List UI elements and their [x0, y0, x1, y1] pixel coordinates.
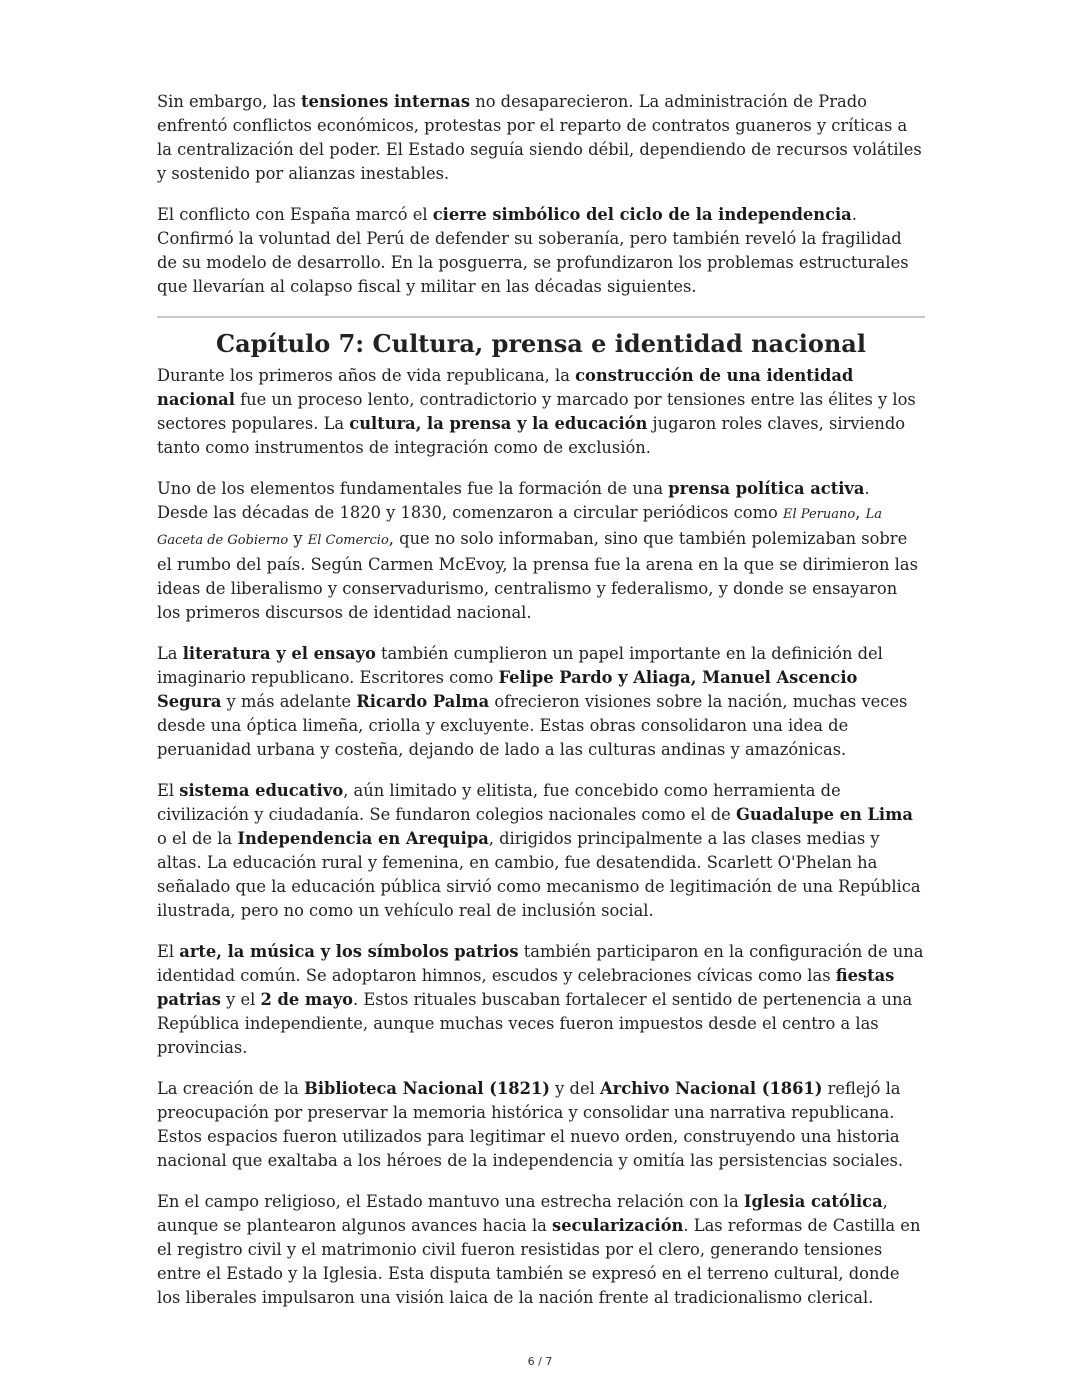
- section-chapter-7: [157, 364, 925, 1310]
- text: Uno de los elementos fundamentales fue la formación de una: [157, 479, 669, 498]
- text: reflejó la preocupación por preservar la memoria histórica y consolidar una narrativa republicana. Estos espacios fueron utilizados para legitimar el nuevo orden, construyendo una historia nacional que exaltaba a los héroes de la independencia y omitía las persistencias sociales.: [157, 1079, 904, 1170]
- bold-text: cierre simbólico del ciclo de la independencia: [432, 205, 852, 224]
- paragraph: [157, 364, 925, 460]
- text: y del: [549, 1079, 600, 1098]
- text: ,: [855, 503, 866, 522]
- document-page: [157, 90, 925, 1327]
- italic-title: La Gaceta de Gobierno: [157, 507, 882, 548]
- section-previous-chapter: [157, 90, 925, 299]
- text: El: [157, 781, 180, 800]
- bold-text: Independencia en Arequipa: [237, 829, 489, 848]
- bold-text: secularización: [552, 1216, 684, 1235]
- paragraph: [157, 1077, 925, 1173]
- bold-text: fiestas patrias: [157, 966, 895, 1009]
- bold-text: prensa política activa: [668, 479, 865, 498]
- paragraph: [157, 642, 925, 762]
- paragraph: [157, 203, 925, 299]
- text: , dirigidos principalmente a las clases medias y altas. La educación rural y femenina, en cambio, fue desatendida. Scarlett O'Phelan ha señalado que la educación pública sirvió como mecanismo de legitimación de una República ilustrada, pero no como un vehículo real de inclusión social.: [157, 829, 921, 920]
- bold-text: arte, la música y los símbolos patrios: [179, 942, 519, 961]
- text: . Desde las décadas de 1820 y 1830, comenzaron a circular periódicos como: [157, 479, 870, 522]
- text: y: [288, 529, 308, 548]
- bold-text: Iglesia católica: [743, 1192, 883, 1211]
- italic-title: El Comercio: [307, 533, 389, 548]
- text: también participaron en la configuración de una identidad común. Se adoptaron himnos, escudos y celebraciones cívicas como las: [157, 942, 924, 985]
- text: El conflicto con España marcó el: [157, 205, 433, 224]
- text: , que no solo informaban, sino que también polemizaban sobre el rumbo del país. Según Carmen McEvoy, la prensa fue la arena en la que se dirimieron las ideas de liberalismo y conservadurismo, centralismo y federalismo, y donde se ensayaron los primeros discursos de identidad nacional.: [157, 529, 918, 622]
- text: La creación de la: [157, 1079, 305, 1098]
- text: , aún limitado y elitista, fue concebido como herramienta de civilización y ciudadanía. Se fundaron colegios nacionales como el de: [157, 781, 841, 824]
- bold-text: Ricardo Palma: [356, 692, 490, 711]
- text: o el de la: [157, 829, 238, 848]
- bold-text: literatura y el ensayo: [182, 644, 376, 663]
- paragraph: [157, 940, 925, 1060]
- bold-text: Felipe Pardo y Aliaga, Manuel Ascencio Segura: [157, 668, 858, 711]
- text: . Confirmó la voluntad del Perú de defender su soberanía, pero también reveló la fragilidad de su modelo de desarrollo. En la posguerra, se profundizaron los problemas estructurales que llevarían al colapso fiscal y militar en las décadas siguientes.: [157, 205, 909, 296]
- text: ofrecieron visiones sobre la nación, muchas veces desde una óptica limeña, criolla y excluyente. Estas obras consolidaron una idea de peruanidad urbana y costeña, dejando de lado a las culturas andinas y amazónicas.: [157, 692, 908, 759]
- text: y más adelante: [221, 692, 357, 711]
- text: Durante los primeros años de vida republicana, la: [157, 366, 576, 385]
- paragraph: [157, 779, 925, 923]
- bold-text: cultura, la prensa y la educación: [349, 414, 648, 433]
- text: jugaron roles claves, sirviendo tanto como instrumentos de integración como de exclusión.: [157, 414, 906, 457]
- text: , aunque se plantearon algunos avances hacia la: [157, 1192, 888, 1235]
- bold-text: tensiones internas: [301, 92, 471, 111]
- bold-text: Guadalupe en Lima: [735, 805, 913, 824]
- bold-text: 2 de mayo: [260, 990, 354, 1009]
- paragraph: [157, 477, 925, 625]
- text: . Estos rituales buscaban fortalecer el sentido de pertenencia a una República independiente, aunque muchas veces fueron impuestos desde el centro a las provincias.: [157, 990, 913, 1057]
- chapter-divider: [157, 316, 925, 318]
- text: fue un proceso lento, contradictorio y marcado por tensiones entre las élites y los sectores populares. La: [157, 390, 916, 433]
- text: también cumplieron un papel importante en la definición del imaginario republicano. Escritores como: [157, 644, 883, 687]
- bold-text: Archivo Nacional (1861): [599, 1079, 823, 1098]
- paragraph: [157, 1190, 925, 1310]
- text: La: [157, 644, 183, 663]
- paragraph: [157, 90, 925, 186]
- page-number: 6 / 7: [527, 1355, 553, 1368]
- text: y el: [220, 990, 261, 1009]
- text: En el campo religioso, el Estado mantuvo una estrecha relación con la: [157, 1192, 744, 1211]
- text: . Las reformas de Castilla en el registro civil y el matrimonio civil fueron resistidas por el clero, generando tensiones entre el Estado y la Iglesia. Esta disputa también se expresó en el terreno cultural, donde los liberales impulsaron una visión laica de la nación frente al tradicionalismo clerical.: [157, 1216, 921, 1307]
- text: Sin embargo, las: [157, 92, 302, 111]
- text: El: [157, 942, 180, 961]
- chapter-title: Capítulo 7: Cultura, prensa e identidad nacional: [216, 329, 866, 358]
- bold-text: Biblioteca Nacional (1821): [304, 1079, 550, 1098]
- italic-title: El Peruano: [783, 507, 856, 522]
- text: no desaparecieron. La administración de Prado enfrentó conflictos económicos, protestas por el reparto de contratos guaneros y críticas a la centralización del poder. El Estado seguía siendo débil, dependiendo de recursos volátiles y sostenido por alianzas inestables.: [157, 92, 922, 183]
- bold-text: sistema educativo: [179, 781, 344, 800]
- bold-text: construcción de una identidad nacional: [157, 366, 854, 409]
